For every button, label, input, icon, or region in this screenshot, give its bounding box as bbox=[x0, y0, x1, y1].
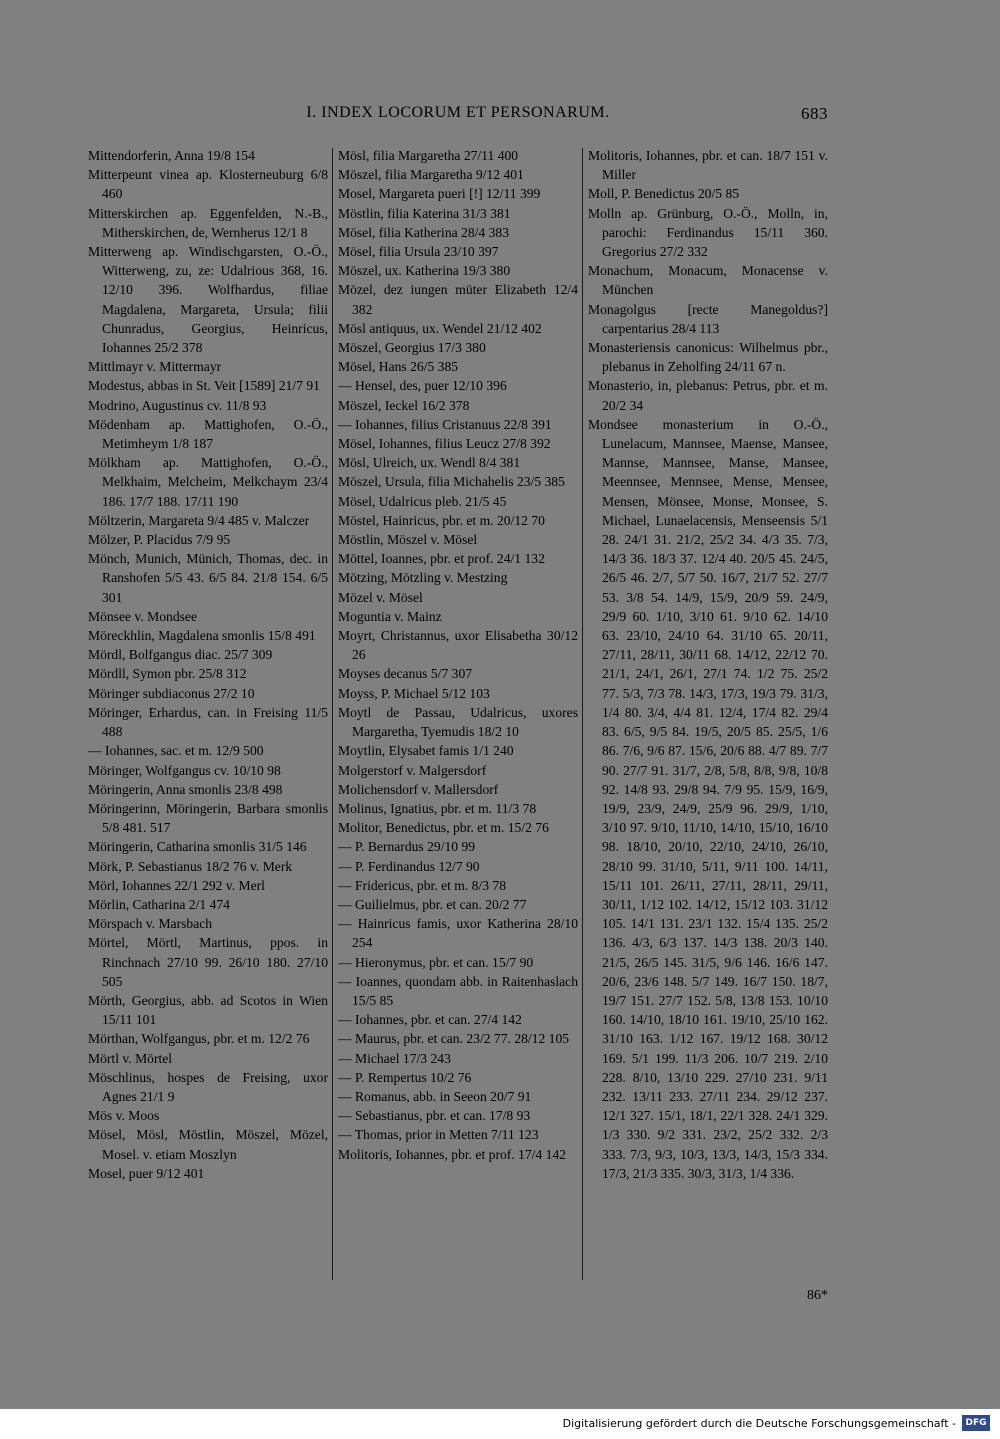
index-entry: Mösel, Mösl, Möstlin, Möszel, Mözel, Mosel. v. etiam Moszlyn bbox=[88, 1127, 328, 1162]
signature-mark: 86* bbox=[807, 1288, 828, 1303]
index-entry: Mösel, Hans 26/5 385 bbox=[338, 359, 459, 375]
index-entry: Möstlin, filia Katerina 31/3 381 bbox=[338, 205, 511, 221]
dfg-logo: DFG bbox=[962, 1415, 990, 1431]
index-entry: Molitoris, Iohannes, pbr. et can. 18/7 151 v. Miller bbox=[588, 148, 828, 183]
index-entry: Molgerstorf v. Malgersdorf bbox=[338, 762, 487, 778]
index-entry: Möringer, Wolfgangus cv. 10/10 98 bbox=[88, 762, 281, 778]
page-number: 683 bbox=[801, 104, 828, 123]
index-entry: Mosel, puer 9/12 401 bbox=[88, 1165, 205, 1181]
index-entry: Möschlinus, hospes de Freising, uxor Agnes 21/1 9 bbox=[88, 1069, 328, 1104]
index-entry: Moyss, P. Michael 5/12 103 bbox=[338, 685, 490, 701]
index-entry: Modrino, Augustinus cv. 11/8 93 bbox=[88, 397, 267, 413]
index-entry: Möringer, Erhardus, can. in Freising 11/5 488 bbox=[88, 704, 328, 740]
footer-bar bbox=[0, 1409, 1000, 1439]
index-entry: Möstel, Hainricus, pbr. et m. 20/12 70 bbox=[338, 512, 545, 528]
index-entry: Mördl, Bolfgangus diac. 25/7 309 bbox=[88, 647, 273, 663]
index-entry: Möringer subdiaconus 27/2 10 bbox=[88, 685, 255, 701]
index-entry: Möszel, Ieckel 16/2 378 bbox=[338, 397, 470, 413]
index-entry: Mölzer, P. Placidus 7/9 95 bbox=[88, 532, 231, 548]
index-entry: Mölkham ap. Mattighofen, O.-Ö., Melkhaim, Melcheim, Melkchaym 23/4 186. 17/7 188. 17/11 190 bbox=[88, 455, 328, 509]
index-entry: Monachum, Monacum, Monacense v. München bbox=[588, 263, 828, 298]
index-entry: Moytl de Passau, Udalricus, uxores Margaretha, Tyemudis 18/2 10 bbox=[338, 704, 578, 740]
index-entry: Möringerin, Anna smonlis 23/8 498 bbox=[88, 781, 283, 797]
index-entry: Moll, P. Benedictus 20/5 85 bbox=[588, 186, 740, 202]
index-entry: Moyrt, Christannus, uxor Elisabetha 30/12 26 bbox=[338, 628, 578, 663]
index-entry: Möltzerin, Margareta 9/4 485 v. Malczer bbox=[88, 512, 310, 528]
index-entry: Mitterweng ap. Windischgarsten, O.-Ö., Witterweng, zu, ze: Udalrious 368, 16. 12/10 396. Wolfhardus, filiae Magdalena, Margareta, Ursula; filii Chunradus, Georgius, Heinricus, Iohannes 25/2 378 bbox=[88, 244, 328, 356]
page-title: I. INDEX LOCORUM ET PERSONARUM. bbox=[306, 104, 610, 121]
index-entry: Möreckhlin, Magdalena smonlis 15/8 491 bbox=[88, 628, 316, 644]
column-divider bbox=[332, 148, 333, 1280]
index-entry: Mittlmayr v. Mittermayr bbox=[88, 359, 222, 375]
index-entry: Mondsee monasterium in O.-Ö., Lunelacum, Mannsee, Maense, Mansee, Mannse, Mannsee, Manse, Mansee, Meennsee, Mennsee, Mense, Mensee, Mensen, Mönsee, Monse, Monsee, S. Michael, Lunaelacensis, Menseensis 5/1 28. 24/1 31. 21/2, 25/2 34. 4/3 35. 7/3, 14/3 36. 18/3 37. 12/4 40. 20/5 45. 24/5, 26/5 46. 2/7, 5/7 50. 16/7, 21/7 52. 27/7 53. 3/8 54. 14/9, 15/9, 20/9 59. 24/9, 29/9 60. 1/10, 3/10 61. 9/10 62. 14/10 63. 23/10, 24/10 64. 31/10 65. 20/11, 27/11, 28/11, 30/11 68. 14/12, 22/12 70. 21/1, 24/1, 26/1, 27/1 74. 1/2 75. 25/2 77. 5/3, 7/3 78. 14/3, 17/3, 19/3 79. 31/3, 1/4 80. 3/4, 4/4 81. 12/4, 17/4 82. 29/4 83. 6/5, 9/5 84. 19/5, 20/5 85. 25/5, 1/6 86. 7/6, 9/6 87. 15/6, 20/6 88. 4/7 89. 7/7 90. 27/7 91. 31/7, 2/8, 5/8, 8/8, 9/8, 10/8 92. 14/8 93. 29/8 94. 7/9 95. 15/9, 16/9, 19/9, 23/9, 24/9, 25/9 96. 29/9, 1/10, 3/10 97. 9/10, 11/10, 14/10, 15/10, 16/10 98. 18/10, 20/10, 22/10, 24/10, 26/10, 28/10 99. 31/10, 5/11, 9/11 100. 14/11, 15/11 101. 26/11, 27/11, 28/11, 29/11, 30/11, 1/12 102. 14/12, 15/12 103. 31/12 105. 14/1 131. 23/1 132. 15/4 135. 25/2 136. 4/3, 6/3 137. 14/3 138. 20/3 140. 21/5, 26/5 145. 31/5, 9/6 146. 16/6 147. 20/6, 23/6 148. 5/7 149. 16/7 150. 18/7, 19/7 151. 27/7 152. 5/8, 13/8 153. 10/10 160. 14/10, 18/10 161. 19/10, 25/10 162. 31/10 163. 1/12 167. 19/12 168. 30/12 169. 5/1 199. 11/3 206. 10/7 219. 2/10 228. 8/10, 13/10 229. 27/10 231. 9/11 232. 13/11 233. 27/11 234. 29/12 237. 12/1 327. 15/1, 18/1, 22/1 328. 24/1 329. 1/3 330. 9/2 331. 23/2, 25/2 332. 2/3 333. 7/3, 9/3, 10/3, 13/3, 14/3, 15/3 334. 17/3, 21/3 335. 30/3, 31/3, 1/4 336. bbox=[588, 416, 828, 1181]
index-entry: Mözel, dez iungen müter Elizabeth 12/4 382 bbox=[338, 282, 578, 317]
index-entry: Mittendorferin, Anna 19/8 154 bbox=[88, 148, 255, 163]
index-entry: Mitterskirchen ap. Eggenfelden, N.-B., Mitherskirchen, de, Wernherus 12/1 8 bbox=[88, 205, 328, 240]
index-entry: Molinus, Ignatius, pbr. et m. 11/3 78 bbox=[338, 800, 537, 816]
index-entry: — Hieronymus, pbr. et can. 15/7 90 bbox=[338, 954, 534, 970]
index-entry: Monagolgus [recte Manegoldus?] carpentarius 28/4 113 bbox=[588, 301, 828, 336]
index-entry: Mosel, Margareta pueri [!] 12/11 399 bbox=[338, 186, 541, 202]
index-entry: — Hensel, des, puer 12/10 396 bbox=[338, 378, 507, 394]
index-entry: Mösl, Ulreich, ux. Wendl 8/4 381 bbox=[338, 455, 521, 471]
index-entry: Möstlin, Möszel v. Mösel bbox=[338, 532, 478, 548]
index-column-1 bbox=[88, 146, 328, 1296]
index-entry: Möringerinn, Möringerin, Barbara smonlis 5/8 481. 517 bbox=[88, 800, 328, 836]
index-entry: Mösl antiquus, ux. Wendel 21/12 402 bbox=[338, 320, 542, 336]
index-entry: Mitterpeunt vinea ap. Klosterneuburg 6/8 460 bbox=[88, 167, 328, 202]
index-entry: — Michael 17/3 243 bbox=[338, 1050, 451, 1066]
index-entry: Mörtel, Mörtl, Martinus, ppos. in Rinchnach 27/10 99. 26/10 180. 27/10 505 bbox=[88, 935, 328, 989]
index-entry: Moytlin, Elysabet famis 1/1 240 bbox=[338, 743, 514, 759]
index-entry: Mörl, Iohannes 22/1 292 v. Merl bbox=[88, 877, 265, 893]
index-entry: — P. Rempertus 10/2 76 bbox=[338, 1069, 472, 1085]
index-entry: Mösel, Iohannes, filius Leucz 27/8 392 bbox=[338, 436, 551, 452]
index-entry: Möringerin, Catharina smonlis 31/5 146 bbox=[88, 839, 307, 855]
index-entry: Möszel, ux. Katherina 19/3 380 bbox=[338, 263, 511, 279]
index-entry: Möttel, Ioannes, pbr. et prof. 24/1 132 bbox=[338, 551, 545, 567]
index-entry: Molitor, Benedictus, pbr. et m. 15/2 76 bbox=[338, 820, 549, 836]
index-entry: Mözel v. Mösel bbox=[338, 589, 423, 605]
index-entry: Molitoris, Iohannes, pbr. et prof. 17/4 142 bbox=[338, 1146, 567, 1162]
index-entry: Mönsee v. Mondsee bbox=[88, 608, 197, 624]
index-entry: Mördll, Symon pbr. 25/8 312 bbox=[88, 666, 247, 682]
index-entry: — P. Bernardus 29/10 99 bbox=[338, 839, 476, 855]
index-entry: — Iohannes, sac. et m. 12/9 500 bbox=[88, 743, 264, 759]
index-entry: — Hainricus famis, uxor Katherina 28/10 254 bbox=[338, 916, 578, 951]
column-divider bbox=[582, 148, 583, 1280]
running-header bbox=[88, 104, 828, 126]
index-entry: Mösel, filia Ursula 23/10 397 bbox=[338, 244, 499, 260]
index-entry: Mörk, P. Sebastianus 18/2 76 v. Merk bbox=[88, 858, 293, 874]
index-entry: Mösel, filia Katherina 28/4 383 bbox=[338, 224, 510, 240]
index-entry: Mörth, Georgius, abb. ad Scotos in Wien 15/11 101 bbox=[88, 992, 328, 1028]
index-entry: Mörspach v. Marsbach bbox=[88, 916, 213, 932]
index-entry: — Iohannes, pbr. et can. 27/4 142 bbox=[338, 1012, 522, 1028]
index-entry: — Guilielmus, pbr. et can. 20/2 77 bbox=[338, 896, 527, 912]
index-entry: — Sebastianus, pbr. et can. 17/8 93 bbox=[338, 1108, 531, 1124]
index-entry: Molln ap. Grünburg, O.-Ö., Molln, in, parochi: Ferdinandus 15/11 360. Gregorius 27/2 332 bbox=[588, 205, 828, 260]
index-entry: Mönch, Munich, Münich, Thomas, dec. in Ranshofen 5/5 43. 6/5 84. 21/8 154. 6/5 301 bbox=[88, 551, 328, 605]
index-entry: — Thomas, prior in Metten 7/11 123 bbox=[338, 1127, 539, 1143]
footer-credit: Digitalisierung gefördert durch die Deutsche Forschungsgemeinschaft - bbox=[562, 1417, 956, 1430]
index-column-3 bbox=[588, 146, 828, 1296]
index-column-2 bbox=[338, 146, 578, 1296]
index-entry: Monasteriensis canonicus: Wilhelmus pbr., plebanus in Zeholfing 24/11 67 n. bbox=[588, 340, 828, 375]
index-entry: Mös v. Moos bbox=[88, 1108, 160, 1124]
index-entry: — Fridericus, pbr. et m. 8/3 78 bbox=[338, 877, 507, 893]
index-entry: Mörtl v. Mörtel bbox=[88, 1050, 173, 1066]
index-entry: Möszel, Georgius 17/3 380 bbox=[338, 340, 486, 356]
index-entry: — Maurus, pbr. et can. 23/2 77. 28/12 105 bbox=[338, 1031, 570, 1047]
index-entry: Mösel, Udalricus pleb. 21/5 45 bbox=[338, 493, 507, 509]
index-entry: — P. Ferdinandus 12/7 90 bbox=[338, 858, 480, 874]
index-entry: — Ioannes, quondam abb. in Raitenhaslach 15/5 85 bbox=[338, 973, 578, 1008]
index-entry: — Romanus, abb. in Seeon 20/7 91 bbox=[338, 1088, 532, 1104]
index-entry: Mötzing, Mötzling v. Mestzing bbox=[338, 570, 508, 586]
index-entry: Mörlin, Catharina 2/1 474 bbox=[88, 896, 230, 912]
index-entry: Molichensdorf v. Mallersdorf bbox=[338, 781, 499, 797]
index-entry: Möszel, Ursula, filia Michahelis 23/5 385 bbox=[338, 474, 565, 490]
index-entry: Mösl, filia Margaretha 27/11 400 bbox=[338, 148, 519, 163]
index-entry: Monasterio, in, plebanus: Petrus, pbr. et m. 20/2 34 bbox=[588, 378, 828, 413]
index-entry: Mödenham ap. Mattighofen, O.-Ö., Metimheym 1/8 187 bbox=[88, 416, 328, 452]
index-entry: Moguntia v. Mainz bbox=[338, 608, 442, 624]
index-entry: — Iohannes, filius Cristanuus 22/8 391 bbox=[338, 416, 552, 432]
index-entry: Modestus, abbas in St. Veit [1589] 21/7 91 bbox=[88, 378, 320, 394]
index-entry: Möszel, filia Margaretha 9/12 401 bbox=[338, 167, 524, 183]
index-entry: Moyses decanus 5/7 307 bbox=[338, 666, 473, 682]
index-entry: Mörthan, Wolfgangus, pbr. et m. 12/2 76 bbox=[88, 1031, 310, 1047]
